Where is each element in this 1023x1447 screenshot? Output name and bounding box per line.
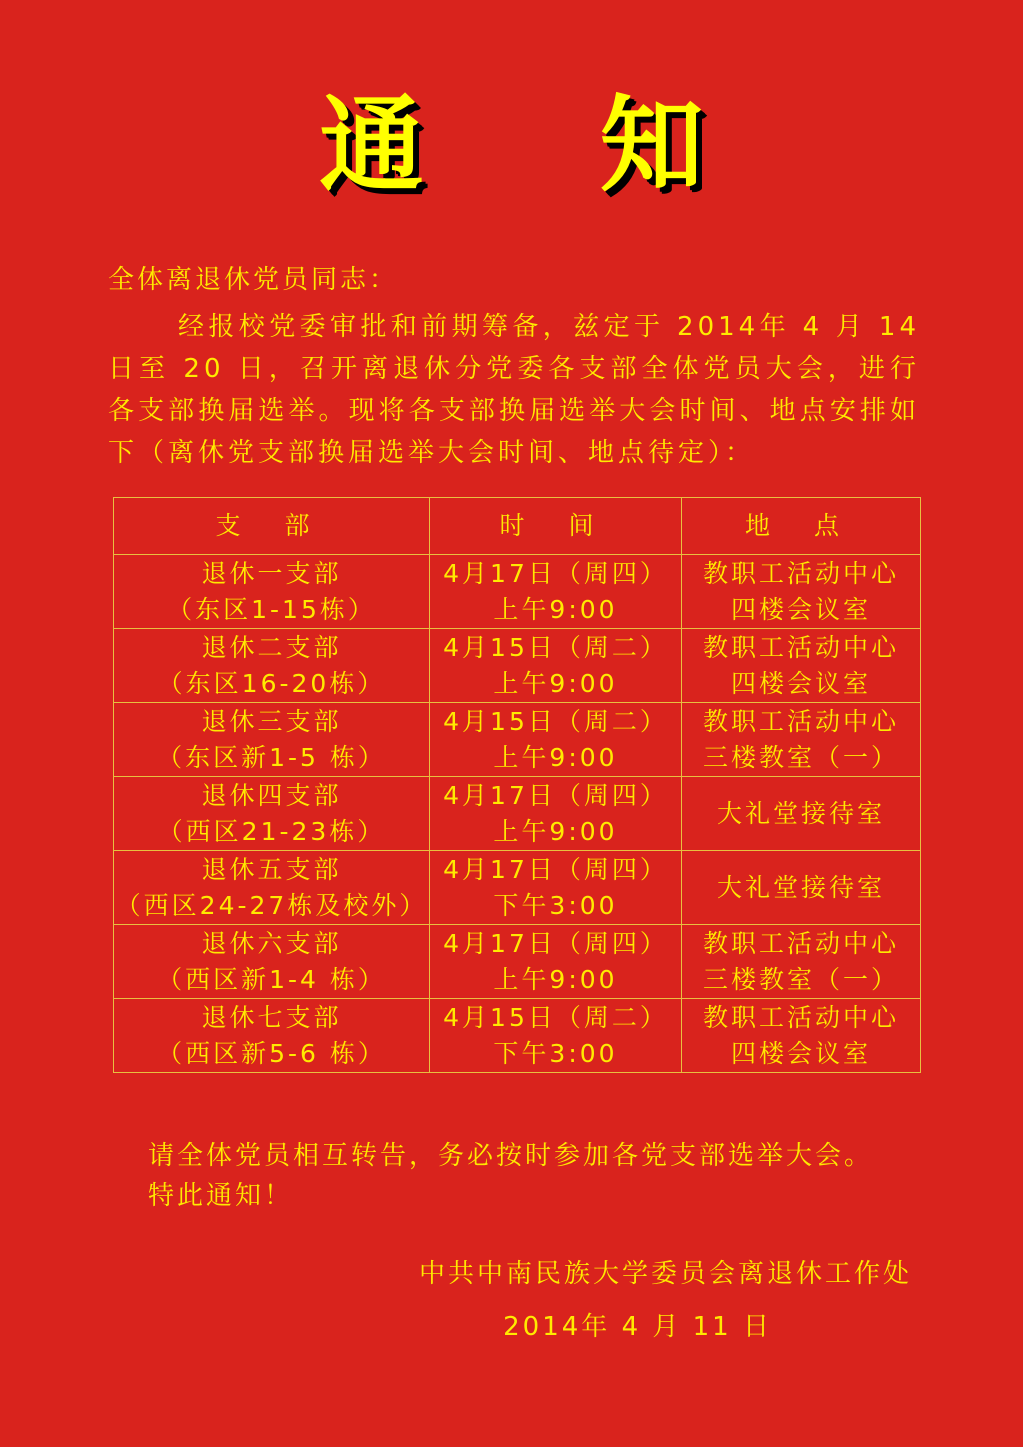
branch-area: （西区新1-4 栋） <box>157 964 386 994</box>
table-header-row <box>114 498 921 555</box>
place-room: 四楼会议室 <box>730 668 871 698</box>
time-cell <box>430 555 682 629</box>
meeting-date: 4月17日（周四） <box>443 558 668 588</box>
branch-name: 退休三支部 <box>201 706 342 736</box>
meeting-date: 4月15日（周二） <box>443 1002 668 1032</box>
place-cell <box>682 703 921 777</box>
branch-cell <box>114 703 430 777</box>
closing-text <box>148 1136 873 1216</box>
meeting-time: 上午9:00 <box>493 742 618 772</box>
table-row <box>114 703 921 777</box>
branch-cell <box>114 555 430 629</box>
place-building: 大礼堂接待室 <box>716 798 885 828</box>
branch-name: 退休一支部 <box>201 558 342 588</box>
time-cell <box>430 851 682 925</box>
place-cell <box>682 555 921 629</box>
place-building: 教职工活动中心 <box>702 558 899 588</box>
meeting-time: 上午9:00 <box>493 816 618 846</box>
meeting-time: 上午9:00 <box>493 964 618 994</box>
place-building: 教职工活动中心 <box>702 632 899 662</box>
table-row <box>114 999 921 1073</box>
branch-area: （东区新1-5 栋） <box>157 742 386 772</box>
meeting-time: 上午9:00 <box>493 594 618 624</box>
place-cell <box>682 925 921 999</box>
branch-area: （东区1-15栋） <box>167 594 376 624</box>
meeting-date: 4月15日（周二） <box>443 706 668 736</box>
schedule-table <box>113 497 921 1073</box>
branch-name: 退休四支部 <box>201 780 342 810</box>
meeting-date: 4月17日（周四） <box>443 854 668 884</box>
place-cell <box>682 777 921 851</box>
issuer-signature: 中共中南民族大学委员会离退休工作处 <box>418 1259 912 1289</box>
time-cell <box>430 925 682 999</box>
place-building: 教职工活动中心 <box>702 706 899 736</box>
place-room: 三楼教室（一） <box>702 964 899 994</box>
branch-name: 退休七支部 <box>201 1002 342 1032</box>
branch-cell <box>114 999 430 1073</box>
branch-cell <box>114 925 430 999</box>
header-place: 地 点 <box>682 498 921 555</box>
place-cell <box>682 851 921 925</box>
time-cell <box>430 629 682 703</box>
place-building: 大礼堂接待室 <box>716 872 885 902</box>
table-row <box>114 555 921 629</box>
header-branch: 支 部 <box>114 498 430 555</box>
place-room: 四楼会议室 <box>730 1038 871 1068</box>
meeting-time: 下午3:00 <box>493 1038 618 1068</box>
place-building: 教职工活动中心 <box>702 1002 899 1032</box>
meeting-time: 上午9:00 <box>493 668 618 698</box>
place-cell <box>682 629 921 703</box>
meeting-time: 下午3:00 <box>493 890 618 920</box>
closing-remark: 特此通知！ <box>148 1181 294 1211</box>
meeting-date: 4月17日（周四） <box>443 780 668 810</box>
issue-date: 2014年 4 月 11 日 <box>503 1312 772 1342</box>
salutation: 全体离退休党员同志： <box>108 265 399 295</box>
branch-name: 退休五支部 <box>201 854 342 884</box>
place-cell <box>682 999 921 1073</box>
branch-cell <box>114 851 430 925</box>
table-row <box>114 925 921 999</box>
place-building: 教职工活动中心 <box>702 928 899 958</box>
time-cell <box>430 703 682 777</box>
notice-title: 通 知 <box>319 84 774 206</box>
branch-cell <box>114 629 430 703</box>
branch-area: （西区新5-6 栋） <box>157 1038 386 1068</box>
branch-area: （东区16-20栋） <box>157 668 386 698</box>
time-cell <box>430 777 682 851</box>
table-row <box>114 851 921 925</box>
branch-area: （西区24-27栋及校外） <box>115 890 428 920</box>
meeting-date: 4月15日（周二） <box>443 632 668 662</box>
place-room: 四楼会议室 <box>730 594 871 624</box>
closing-request: 请全体党员相互转告，务必按时参加各党支部选举大会。 <box>148 1141 874 1171</box>
branch-name: 退休六支部 <box>201 928 342 958</box>
notice-body: 经报校党委审批和前期筹备，兹定于 2014年 4 月 14 日至 20 日，召开离退休分党委各支部全体党员大会，进行各支部换届选举。现将各支部换届选举大会时间、地点安排如下（离休党支部换届选举大会时间、地点待定）： <box>108 312 920 468</box>
table-row <box>114 629 921 703</box>
header-time: 时 间 <box>430 498 682 555</box>
branch-area: （西区21-23栋） <box>157 816 386 846</box>
place-room: 三楼教室（一） <box>702 742 899 772</box>
meeting-date: 4月17日（周四） <box>443 928 668 958</box>
time-cell <box>430 999 682 1073</box>
table-row <box>114 777 921 851</box>
branch-cell <box>114 777 430 851</box>
branch-name: 退休二支部 <box>201 632 342 662</box>
